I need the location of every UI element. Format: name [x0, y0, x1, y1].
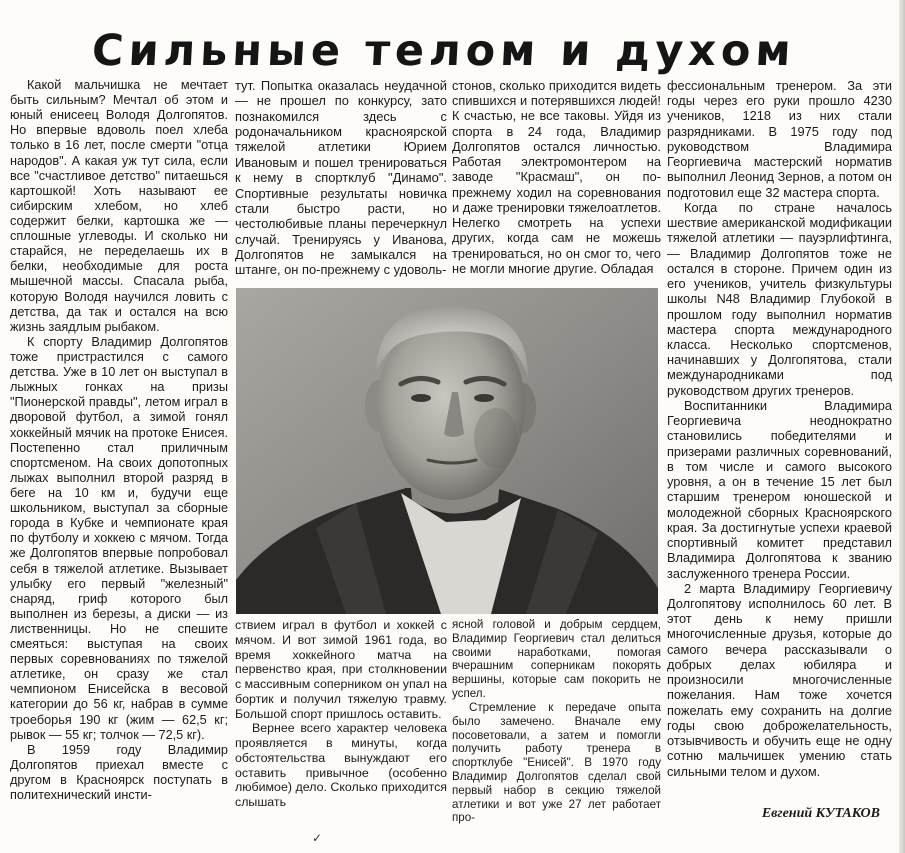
- paragraph: Стремление к передаче опыта было замечено. Вначале ему посоветовали, а затем и помогли получить работу тренера в спортклубе "Енисей". В 1970 году Владимир Долгопятов сделал свой первый набор в секцию тяжелой атлетики и вот уже 27 лет работает про-: [452, 700, 661, 824]
- paragraph: стонов, сколько приходится видеть спившихся и потерявшихся людей! К счастью, не все таковы. Уйдя из спорта в 24 года, Владимир Долгопятов остался личностью. Работая электромонтером на заводе "Красмаш", он по-прежнему ходил на соревнования и даже тренировки тяжелоатлетов. Нелегко смотреть на успехи других, когда сам не можешь тренироваться, но он смог то, чего не могли многие другие. Обладая: [452, 78, 661, 276]
- paragraph: 2 марта Владимиру Георгиевичу Долгопятову исполнилось 60 лет. В этот день к нему пришли многочисленные друзья, которые до самого вечера рассказывали о добрых делах юбиляра и произносили многочисленные пожелания. Нам тоже хочется пожелать ему сохранить на долгие годы свою доброжелательность, отзывчивость и обучить еще не одну сотню мальчишек умению стать сильными телом и духом.: [667, 580, 892, 779]
- portrait-photo: [236, 288, 658, 614]
- text-column-4: [667, 78, 892, 798]
- paragraph: В 1959 году Владимир Долгопятов приехал вместе с другом в Красноярск поступать в политехнический инсти-: [10, 742, 228, 803]
- handwritten-mark: ✓: [312, 831, 323, 845]
- paragraph: Воспитанники Владимира Георгиевича неоднократно становились победителями и призерами различных соревнований, в том числе и самого высокого уровня, а он в течение 15 лет был старшим тренером юношеской и молодежной сборных Красноярского края. За достигнутые успехи краевой спортивный комитет представил Владимира Долгопятова к званию заслуженного тренера России.: [667, 397, 892, 581]
- paragraph: Когда по стране началось шествие американской модификации тяжелой атлетики — пауэрлифтинга, — Владимир Долгопятов тоже не остался в стороне. Причем один из его учеников, учитель физкультуры школы N48 Владимир Глубокой в прошлом году выполнил норматив мастера спорта международного класса. Несколько спортсменов, начинавших у Долгопятова, стали международниками под руководством других тренеров.: [667, 199, 892, 398]
- paragraph: К спорту Владимир Долгопятов тоже пристрастился с самого детства. Уже в 10 лет он выступал в лыжных гонках на призы "Пионерской правды", летом играл в дворовой футбол, а зимой гонял хоккейный мячик на протоке Енисея. Постепенно стал приличным спортсменом. На своих допотопных лыжах выполнил второй разряд в беге на 10 км и, будучи еще школьником, выступал за сборные города в Кубке и чемпионате края по футболу и хоккею с мячом. Тогда же Долгопятов впервые попробовал себя в тяжелой атлетике. Вызывает улыбку его первый "железный" снаряд, гриф которого был выполнен из березы, а диски — из лиственницы. Но не спешите смеяться: выступая на своих первых соревнованиях по тяжелой атлетике, он сразу же стал чемпионом Енисейска в весовой категории до 56 кг, набрав в сумме троеборья 190 кг (жим — 62,5 кг; рывок — 55 кг; толчок — 72,5 кг).: [10, 334, 228, 742]
- text-column-3-top: [452, 78, 661, 285]
- text-column-1: [10, 78, 228, 820]
- text-column-2-bottom: [235, 618, 447, 824]
- author-byline: Евгений КУТАКОВ: [761, 806, 880, 821]
- paragraph: ствием играл в футбол и хоккей с мячом. И вот зимой 1961 года, во время хоккейного матча на первенство края, при столкновении с массивным соперником он упал на бортик и получил тяжелую травму. Большой спорт пришлось оставить.: [235, 618, 447, 721]
- text-column-3-bottom: [452, 618, 661, 824]
- paragraph: фессиональным тренером. За эти годы через его руки прошло 4230 учеников, 1218 из них стали разрядниками. В 1975 году под руководством Владимира Георгиевича мастерский норматив выполнил Леонид Зернов, а потом он подготовил еще 32 мастера спорта.: [667, 78, 892, 200]
- paragraph: Вернее всего характер человека проявляется в минуты, когда обстоятельства вынуждают его оставить привычное (особенно любимое) дело. Сколько приходится слышать: [235, 721, 447, 810]
- paragraph: Какой мальчишка не мечтает быть сильным? Мечтал об этом и юный енисеец Володя Долгопятов. Но впервые вдоволь поел хлеба только в 16 лет, после смерти "отца народов". А какая уж тут сила, если все "счастливое детство" питаешься картошкой! Хоть называют ее сибирским хлебом, но хлеб содержит белки, картошка же — сплошные углеводы. И сколько ни старайся, не переделаешь их в белки, необходимые для роста мышечной массы. Спасала рыба, которую Володя научился ловить с детства, да так и остался на всю жизнь заядлым рыбаком.: [10, 78, 228, 334]
- portrait-illustration: [236, 288, 658, 614]
- page-edge-shadow: [899, 0, 905, 853]
- article-headline: Сильные телом и духом: [90, 26, 797, 76]
- paragraph: ясной головой и добрым сердцем, Владимир Георгиевич стал делиться своими наработками, помогая вчерашним соперникам покорять вершины, которые сам покорить не успел.: [452, 618, 661, 701]
- paragraph: тут. Попытка оказалась неудачной — не прошел по конкурсу, зато познакомился здесь с родоначальником красноярской тяжелой атлетики Юрием Ивановым и пошел тренироваться к нему в спортклуб "Динамо". Спортивные результаты новичка стали быстро расти, но честолюбивые планы перечеркнул случай. Тренируясь у Иванова, Долгопятов не замыкался на штанге, он по-прежнему с удоволь-: [235, 78, 447, 278]
- text-column-2-top: [235, 78, 447, 285]
